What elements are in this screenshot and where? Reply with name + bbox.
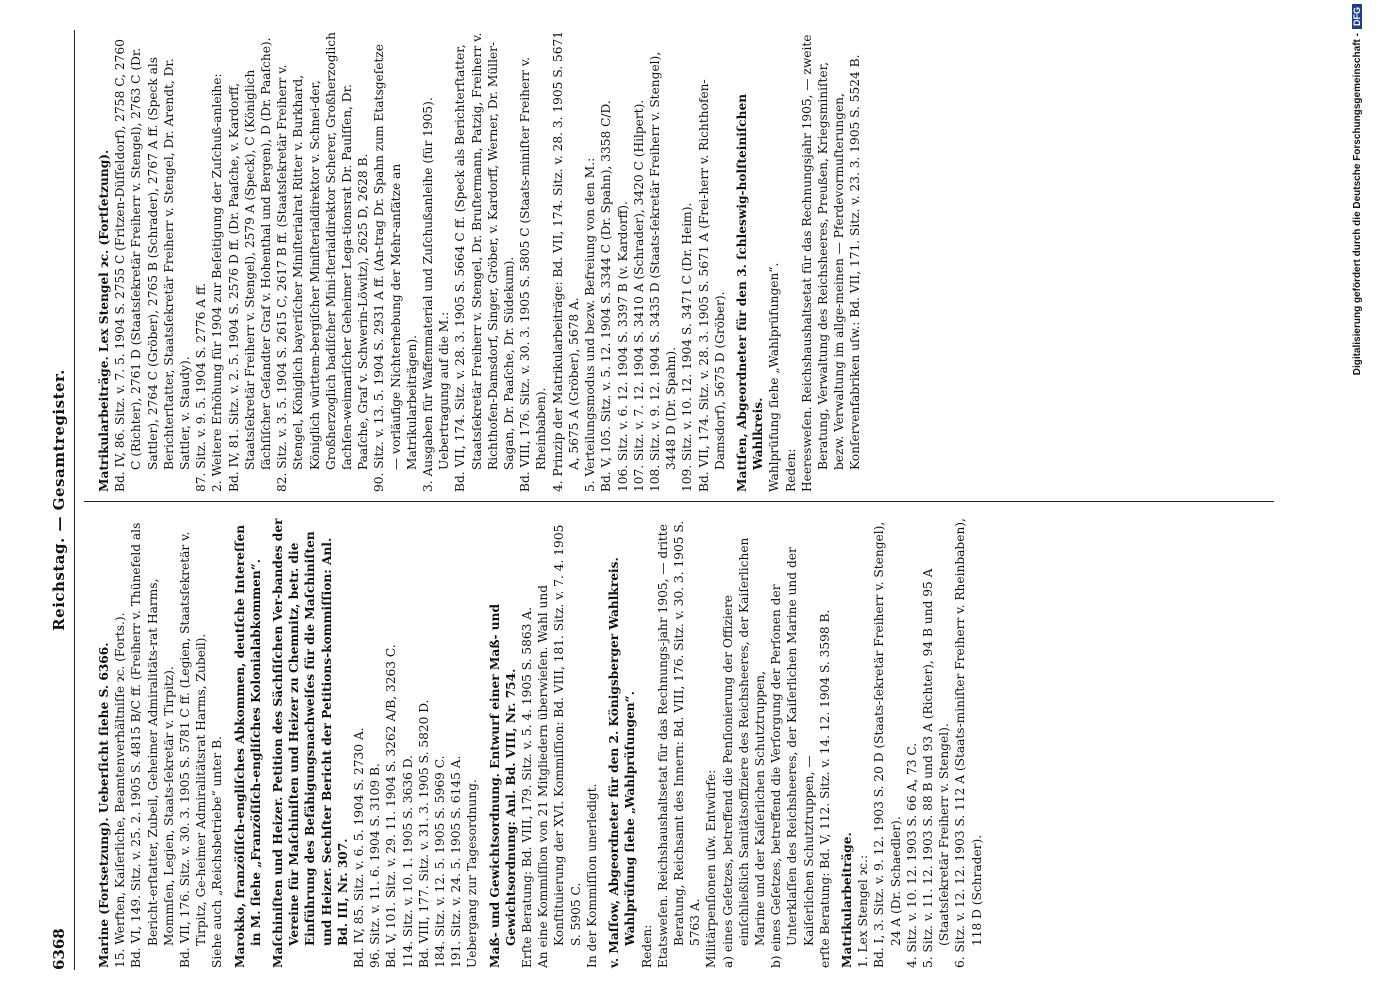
index-entry: Wahlprüfung ſiehe „Wahlprüfungen“. <box>767 262 782 492</box>
index-entry: 90. Sitz. v. 13. 5. 1904 S. 2931 A ff. (An-trag Dr. Spahn zum Etatsgeſetze — vorläufige Nichterhebung der Mehr-anſätze an Matrikularbeiträgen). <box>372 44 419 492</box>
index-heading: Maß- und Gewichtsordnung. Entwurf einer Maß- und Gewichtsordnung: Anl. Bd. VIII, Nr. 754. <box>487 603 518 968</box>
index-entry: 3. Ausgaben für Waffenmaterial und Zuſchußanleihe (für 1905). Uebertragung auf die M.: <box>421 97 452 492</box>
index-entry: Bd. IV, 86. Sitz. v. 7. 5. 1904 S. 2755 C (Fritzen-Düſſeldorf), 2758 C, 2760 C (Richter), 2761 D (Staatsſekretär Freiherr v. Stengel), 2763 C (Dr. Sattler), 2764 C (Gröber), 2765 B (Schrader), 2767 A ff. (Speck als Berichterſtatter, Staatsſekretär Freiherr v. Stengel, Dr. Arendt, Dr. Sattler, v. Staudy). <box>113 39 193 492</box>
index-entry: 87. Sitz. v. 9. 5. 1904 S. 2776 A ff. <box>194 283 209 492</box>
page-header <box>48 30 75 970</box>
index-entry: 4. Prinzip der Matrikularbeiträge: Bd. VII, 174. Sitz. v. 28. 3. 1905 S. 5671 A, 5675 A (Gröber), 5678 A. <box>550 31 581 492</box>
index-entry: An eine Kommiſſion von 21 Mitgliedern überwieſen. Wahl und Konſtituierung der XVI. Kommiſſion: Bd. VIII, 181. Sitz. v. 7. 4. 1905 S. 5905 C. <box>536 524 583 968</box>
index-entry: 6. Sitz. v. 12. 12. 1903 S. 112 A (Staats-miniſter Freiherr v. Rheinbaben), 118 D (Schrader). <box>953 518 984 968</box>
index-entry: Bd. I, 3. Sitz. v. 9. 12. 1903 S. 20 D (Staats-ſekretär Freiherr v. Stengel), 24 A (Dr. Schaedler). <box>872 521 903 968</box>
index-heading: Marine (Fortsetzung). Ueberſicht ſiehe S. 6366. <box>97 642 111 968</box>
index-entry: 15. Werften, Kaiſerliche, Beamtenverhältniſſe ɂc. (Forts.). <box>113 612 128 968</box>
index-heading: Matrikularbeiträge. <box>839 832 854 968</box>
index-entry: 1. Lex Stengel ɂc.: <box>856 854 871 968</box>
index-entry: Bd. VIII, 177. Sitz. v. 31. 3. 1905 S. 5820 D. <box>416 699 431 968</box>
index-entry: Reden: <box>639 924 654 968</box>
index-heading: Marokko, franzöſiſch-engliſches Abkommen, deutſche Intereſſen in M. ſiehe „Franzöſiſch-engliſches Kolonialabkommen“. <box>232 524 263 968</box>
index-entry: 106. Sitz. v. 6. 12. 1904 S. 3397 B (v. Kardorff). <box>615 201 630 492</box>
right-column <box>90 30 864 492</box>
index-heading: v. Maſſow, Abgeordneter für den 2. Königsberger Wahlkreis. Wahlprüfung ſiehe „Wahlprüfungen“. <box>607 557 638 968</box>
index-entry: Reden: <box>783 448 798 492</box>
index-entry: 5. Verteilungsmodus und bezw. Befreiung von den M.: <box>583 157 598 492</box>
index-entry: Bd. VII, 176. Sitz. v. 30. 3. 1905 S. 5781 C ff. (Legien, Staatsſekretär v. Tirpitz, Ge-heimer Admiralitätsrat Harms, Zubeil). <box>178 531 209 968</box>
index-entry: 109. Sitz. v. 10. 12. 1904 S. 3471 C (Dr. Heim). <box>680 202 695 492</box>
index-heading: Maſchiniſten und Heizer. Petition des Sächſiſchen Ver-bandes der Vereine für Maſchiniſten und Heizer zu Chemnitz, betr. die Einführung des Befähigungsnachweiſes für die Maſchiniſten und Heizer. Sechſter Bericht der Petitions-kommiſſion: Anl. Bd. III, Nr. 307. <box>271 518 350 968</box>
index-entry: Etatsweſen. Reichshaushaltsetat für das Rechnungs-jahr 1905, — dritte Beratung, Reichsamt des Innern: Bd. VIII, 176. Sitz. v. 30. 3. 1905 S. 5763 A. <box>655 520 703 968</box>
index-entry: 96. Sitz. v. 11. 6. 1904 S. 3109 B. <box>368 763 383 968</box>
index-entry: Bd. VII, 174. Sitz. v. 28. 3. 1905 S. 5671 A (Frei-herr v. Richthofen-Damsdorf), 5675 D (Gröber). <box>696 79 727 492</box>
column-divider <box>84 501 1274 502</box>
index-entry: Militärpenſionen uſw. Entwürfe: <box>704 769 719 968</box>
index-entry: erſte Beratung: Bd. V, 112. Sitz. v. 14. 12. 1904 S. 3598 B. <box>817 609 832 968</box>
index-entry: a) eines Geſetzes, betreffend die Penſionierung der Offiziere einſchließlich Sanitätsoffiziere des Reichsheeres, der Kaiſerlichen Marine und der Kaiſerlichen Schutztruppen, <box>720 537 767 968</box>
index-entry: Bd. IV, 85. Sitz. v. 6. 5. 1904 S. 2730 A. <box>352 727 367 968</box>
index-entry: Bd. VIII, 176. Sitz. v. 30. 3. 1905 S. 5805 C (Staats-miniſter Freiherr v. Rheinbaben). <box>518 56 549 492</box>
index-entry: Bd. V, 105. Sitz. v. 5. 12. 1904 S. 3344 C (Dr. Spahn), 3358 C/D. <box>599 100 614 492</box>
credit-text <box>1352 4 1372 994</box>
index-entry: Heeresweſen. Reichshaushaltsetat für das Rechnungsjahr 1905, — zweite Beratung, Verwaltung des Reichsheeres, Preußen, Kriegsminiſter, bezw. Verwaltung im allge-meinen — Pferdevormuſterungen, Konſervenfabriken uſw.: Bd. VII, 171. Sitz. v. 23. 3. 1905 S. 5524 B. <box>799 34 863 492</box>
index-entry: 82. Sitz. v. 3. 5. 1904 S. 2615 C, 2617 B ff. (Staatsſekretär Freiherr v. Stengel, Königlich bayeriſcher Miniſterialrat Ritter v. Burkhard, Königlich württem-bergiſcher Miniſterialdirektor v. Schnei-der, Großherzoglich badiſcher Mini-ſterialdirektor Scherer, Großherzoglich ſachſen-weimariſcher Geheimer Lega-tionsrat Dr. Paulſſen, Dr. Paaſche, Graf v. Schwerin-Löwitz), 2625 D, 2628 B. <box>275 32 371 492</box>
index-entry: Bd. V, 101. Sitz. v. 29. 11. 1904 S. 3262 A/B, 3263 C. <box>384 644 399 968</box>
index-entry: Bd. VI, 149. Sitz. v. 25. 2. 1905 S. 4815 B/C ff. (Freiherr v. Thünefeld als Bericht-erſtatter, Zubeil, Geheimer Admiralitäts-rat Harms, Mommſen, Legien, Staats-ſekretär v. Tirpitz). <box>129 522 176 968</box>
page-number: 6368 <box>50 928 68 970</box>
page-title: Reichstag. — Gesamtregister. <box>50 369 68 631</box>
left-column <box>90 513 985 968</box>
index-entry: b) eines Geſetzes, betreffend die Verſorgung der Perſonen der Unterklaſſen des Reichsheeres, der Kaiſerlichen Marine und der Kaiſerlichen Schutztruppen, — <box>769 547 816 968</box>
index-entry: 108. Sitz. v. 9. 12. 1904 S. 3435 D (Staats-ſekretär Freiherr v. Stengel), 3448 D (Dr. Spahn). <box>647 51 679 492</box>
sidebar-credit <box>1350 6 1372 996</box>
index-entry: 191. Sitz. v. 24. 5. 1905 S. 6145 A. <box>449 755 464 968</box>
index-entry: Bd. IV, 81. Sitz. v. 2. 5. 1904 S. 2576 D ff. (Dr. Paaſche, v. Kardorff, Staatsſekretär Freiherr v. Stengel), 2579 A (Speck), C (Königlich ſächſiſcher Geſandter Graf v. Hohenthal und Bergen), D (Dr. Paaſche). <box>226 37 274 492</box>
credit-label: Digitalisierung gefördert durch die Deutsche Forschungsgemeinschaft - <box>1352 33 1363 376</box>
index-entry: 107. Sitz. v. 7. 12. 1904 S. 3410 A (Schrader), 3420 C (Hilpert). <box>631 99 646 492</box>
index-heading: Mattſen, Abgeordneter für den 3. ſchleswig-holſteiniſchen Wahlkreis. <box>734 93 766 492</box>
index-entry: Erſte Beratung: Bd. VIII, 179. Sitz. v. 5. 4. 1905 S. 5863 A. <box>520 607 535 968</box>
index-entry: 2. Weitere Erhöhung für 1904 zur Beſeitigung der Zuſchuß-anleihe: <box>210 73 225 492</box>
index-entry: 5. Sitz. v. 11. 12. 1903 S. 88 B und 93 A (Richter), 94 B und 95 A (Staatsſekretär Freiherr v. Stengel). <box>920 568 952 968</box>
index-entry: Siehe auch „Reichsbetriebe“ unter B. <box>210 736 225 968</box>
index-entry: 184. Sitz. v. 12. 5. 1905 S. 5969 C. <box>433 755 448 968</box>
index-heading: Matrikularbeiträge. Lex Stengel ɂc. (Fortſetzung). <box>97 149 111 492</box>
dfg-logo: DFG <box>1352 4 1362 29</box>
index-entry: In der Kommiſſion unerledigt. <box>584 783 599 968</box>
index-entry: 114. Sitz. v. 10. 1. 1905 S. 3636 D. <box>400 755 415 968</box>
index-entry: 4. Sitz. v. 10. 12. 1903 S. 66 A, 73 C. <box>904 742 919 968</box>
index-entry: Bd. VII, 174. Sitz. v. 28. 3. 1905 S. 5664 C ff. (Speck als Berichterſtatter, Staatsſekretär Freiherr v. Stengel, Dr. Bruſtermann, Patzig, Freiherr v. Richthofen-Damsdorf, Singer, Gröber, v. Kardorff, Werner, Dr. Müller-Sagan, Dr. Paaſche, Dr. Südekum). <box>453 32 517 492</box>
index-entry: Uebergang zur Tagesordnung. <box>465 779 480 968</box>
